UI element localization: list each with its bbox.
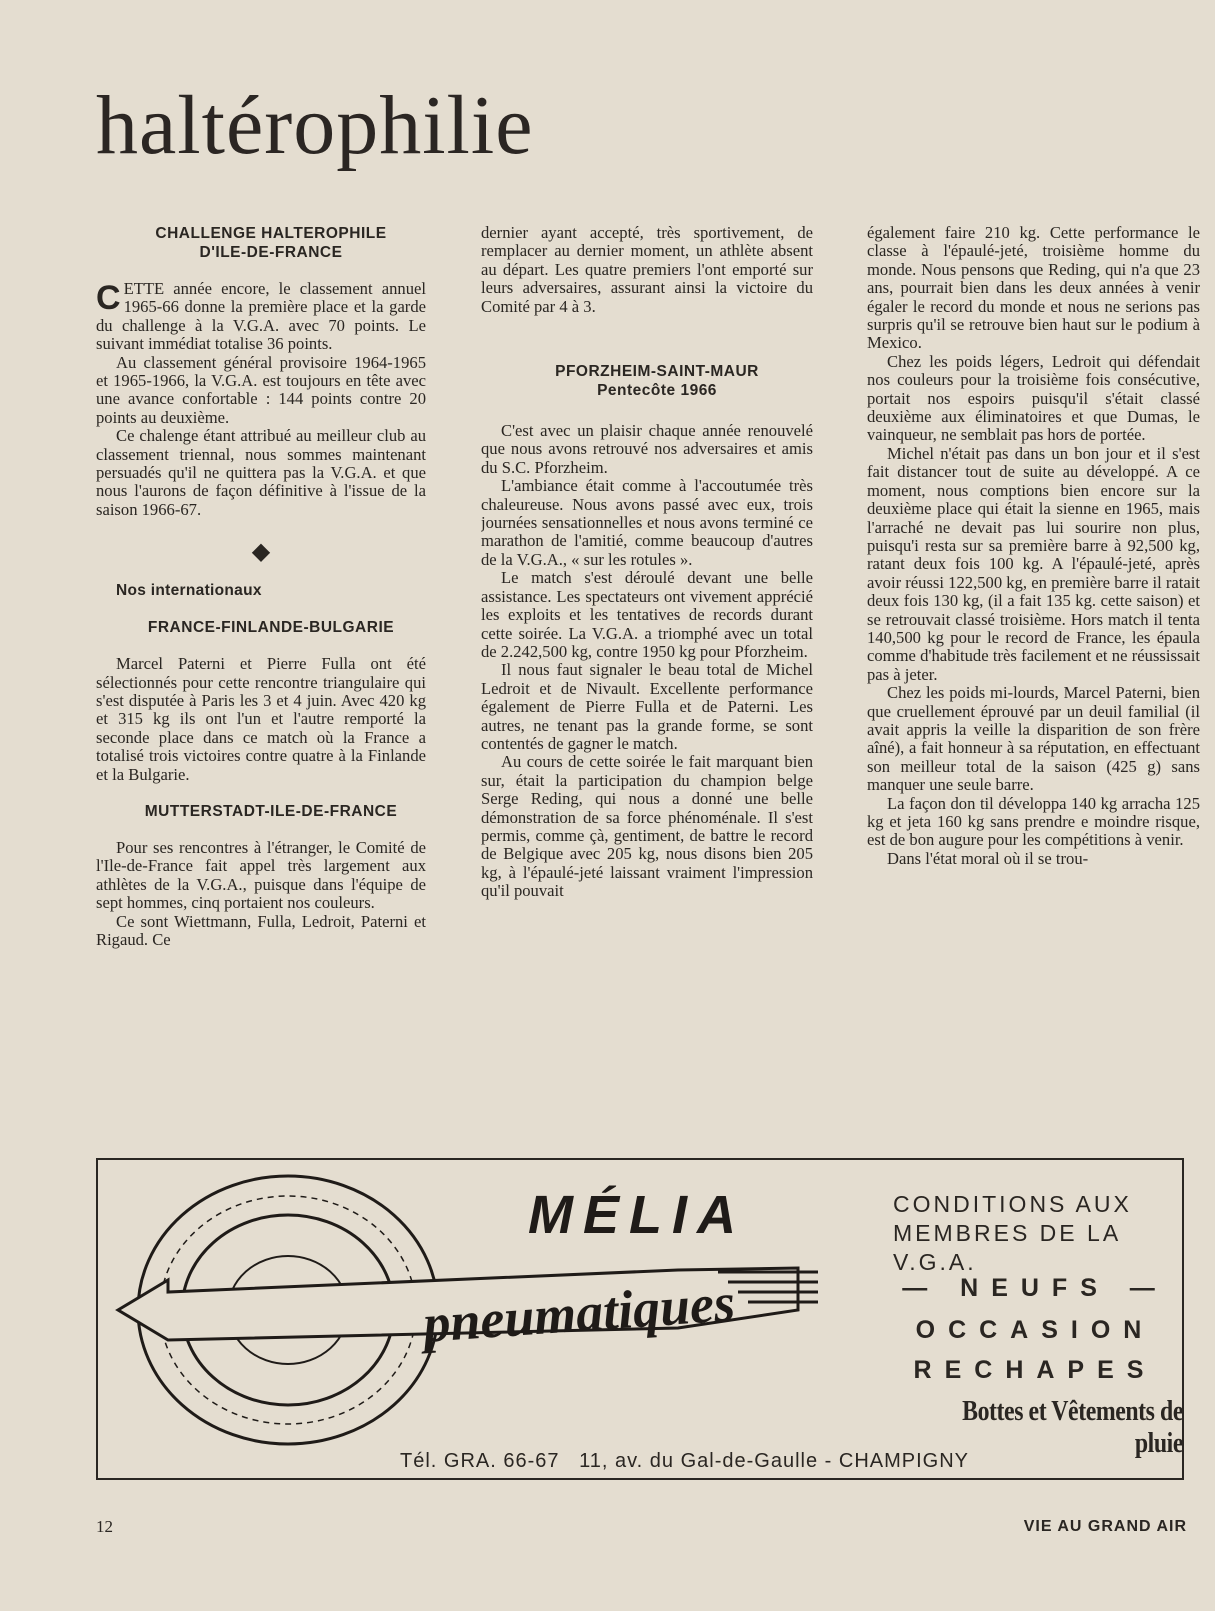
ad-conditions-line: CONDITIONS AUX — [893, 1191, 1132, 1217]
paragraph: Ce chalenge étant attribué au meilleur club au classement triennal, nous sommes maintenant persuadés qu'il ne quittera pas la V.G.A. et que nous l'aurons de façon définitive à l'issue de la saison 1966-67. — [96, 426, 426, 519]
paragraph: Il nous faut signaler le beau total de Michel Ledroit et de Nivault. Excellente performance également de Pierre Fulla et de Paterni. Les autres, ne tenant pas la grande forme, se sont contentés de gagner le match. — [481, 660, 813, 753]
ad-conditions — [893, 1190, 1173, 1277]
paragraph: L'ambiance était comme à l'accoutumée très chaleureuse. Nous avons passé avec eux, trois journées sensationnelles et nous avons terminé ce marathon de l'amitié, comme beaucoup d'autres de la V.G.A., « sur les rotules ». — [481, 476, 813, 569]
brand-logo: MÉLIA — [528, 1185, 746, 1245]
page-number: 12 — [96, 1517, 113, 1536]
column-3 — [867, 224, 1200, 1124]
section-heading-challenge: CHALLENGE HALTEROPHILE — [155, 225, 387, 242]
section-heading-pentecote: Pentecôte 1966 — [597, 382, 717, 400]
paragraph: Chez les poids mi-lourds, Marcel Paterni, bien que cruellement éprouvé par un deuil familial (il avait appris la veille la disparition de son frère aîné), a fait honneur à sa réputation, en effectuant son meilleur total de la saison (425 g) sans manquer une seule barre. — [867, 683, 1200, 795]
ad-occasion: OCCASION — [915, 1316, 1155, 1344]
paragraph: Marcel Paterni et Pierre Fulla ont été sélectionnés pour cette rencontre triangulaire qui s'est disputée à Paris les 3 et 4 juin. Avec 420 kg et 315 kg ils ont l'un et l'autre remporté la seconde place dans ce match où la France a totalisé trois victoires contre quatre à la Finlande et la Bulgarie. — [96, 654, 426, 784]
paragraph: Au cours de cette soirée le fait marquant bien sur, était la participation du champion belge Serge Reding, qui nous a donné une belle démonstration de sa force phénoménale. Il s'est permis, comme çà, gentiment, de battre le record de Belgique avec 205 kg, nous disons bien 205 kg, à l'épaulé-jeté laissant vraiment l'impression qu'il pouvait — [481, 752, 813, 901]
paragraph: également faire 210 kg. Cette performance le classe à l'épaulé-jeté, troisième homme du monde. Nous pensons que Reding, qui n'a que 23 ans, pourrait bien dans les deux années à venir égaler le record du monde et nous ne serions pas surpris qu'il se retrouve bien haut sur le podium à Mexico. — [867, 224, 1200, 353]
ad-conditions-line: MEMBRES DE LA V.G.A. — [893, 1220, 1120, 1275]
paragraph-text: ETTE année encore, le classement annuel 1965-66 donne la première place et la garde du challenge à la V.G.A. avec 70 points. Le suivant immédiat totalise 36 points. — [96, 279, 426, 354]
paragraph: Ce sont Wiettmann, Fulla, Ledroit, Paterni et Rigaud. Ce — [96, 911, 426, 949]
section-heading-france-finlande: FRANCE-FINLANDE-BULGARIE — [147, 619, 395, 637]
paragraph: La façon don til développa 140 kg arracha 125 kg et jeta 160 kg sans prendre e moindre risque, est de bon augure pour les compétitions à venir. — [867, 793, 1200, 850]
section-heading-mutterstadt: MUTTERSTADT-ILE-DE-FRANCE — [144, 802, 398, 820]
paragraph: Dans l'état moral où il se trou- — [887, 848, 1089, 868]
paragraph: Michel n'était pas dans un bon jour et il s'est fait distancer tout de suite au développé. A ce moment, nous comptions bien encore sur la deuxième place qui était la sienne en 1965, mais l'arraché ne devait pas lui sourire non plus, puisqu'i resta sur sa première barre à 92,500 kg, ratant deux fois 100 kg. A l'épaulé-jeté, après avoir réussi 122,500 kg, en première barre il ratait deux fois 130 kg, (il a fait 135 kg. cette saison) et se retrouvait classé troisième. Hors match il tenta 140,500 kg pour le record de France, les épaula comme d'habitude très facilement et ne réussissait pas à jeter. — [867, 443, 1200, 684]
paragraph: Le match s'est déroulé devant une belle assistance. Les spectateurs ont vivement apprécié les exploits et les tentatives de records durant cette soirée. La V.G.A. a triomphé avec un total de 2.242,500 kg, contre 1950 kg pour Pforzheim. — [481, 568, 813, 661]
ad-contact: Tél. GRA. 66-67 11, av. du Gal-de-Gaulle - CHAMPIGNY — [400, 1450, 969, 1472]
section-heading-pforzheim: PFORZHEIM-SAINT-MAUR — [555, 363, 759, 381]
brand-script: pneumatiques — [421, 1272, 737, 1354]
column-2 — [481, 224, 813, 1124]
paragraph: Chez les poids légers, Ledroit qui défendait nos couleurs pour la troisième fois consécutive, portait nos espoirs puisqu'il s'était classé deuxième aux éliminatoires et que Dumas, le vainqueur, ne semblait pas hors de portée. — [867, 351, 1200, 445]
ad-bottes: Bottes et Vêtements de pluie — [962, 1396, 1183, 1459]
paragraph: dernier ayant accepté, très sportivement, de remplacer au dernier moment, un athlète absent au départ. Les quatre premiers l'ont emporté sur leurs adversaires, assurant ainsi la victoire du Comité par 4 à 3. — [481, 224, 813, 316]
diamond-ornament-icon: ◆ — [251, 539, 271, 566]
paragraph — [96, 280, 426, 354]
advertisement-melia — [96, 1158, 1184, 1480]
ad-rechapes: RECHAPES — [913, 1356, 1157, 1384]
paragraph: Au classement général provisoire 1964-1965 et 1965-1966, la V.G.A. est toujours en tête avec une avance confortable : 144 points contre 20 points au deuxième. — [96, 352, 426, 427]
drop-cap: C — [96, 279, 121, 317]
paragraph: C'est avec un plaisir chaque année renouvelé que nous avons retrouvé nos adversaires et amis du S.C. Pforzheim. — [481, 421, 813, 477]
paragraph: Pour ses rencontres à l'étranger, le Comité de l'Ile-de-France fait appel très largement aux athlètes de la V.G.A., puisque dans l'équipe de sept hommes, cinq portaient nos couleurs. — [96, 837, 426, 913]
section-heading-challenge-2: D'ILE-DE-FRANCE — [199, 244, 343, 261]
section-heading-internationaux: Nos internationaux — [116, 581, 262, 599]
magazine-name: VIE AU GRAND AIR — [1023, 1518, 1187, 1535]
page-title: haltérophilie — [96, 79, 534, 172]
ad-neufs: — NEUFS — — [902, 1274, 1168, 1302]
column-1 — [96, 224, 426, 1124]
